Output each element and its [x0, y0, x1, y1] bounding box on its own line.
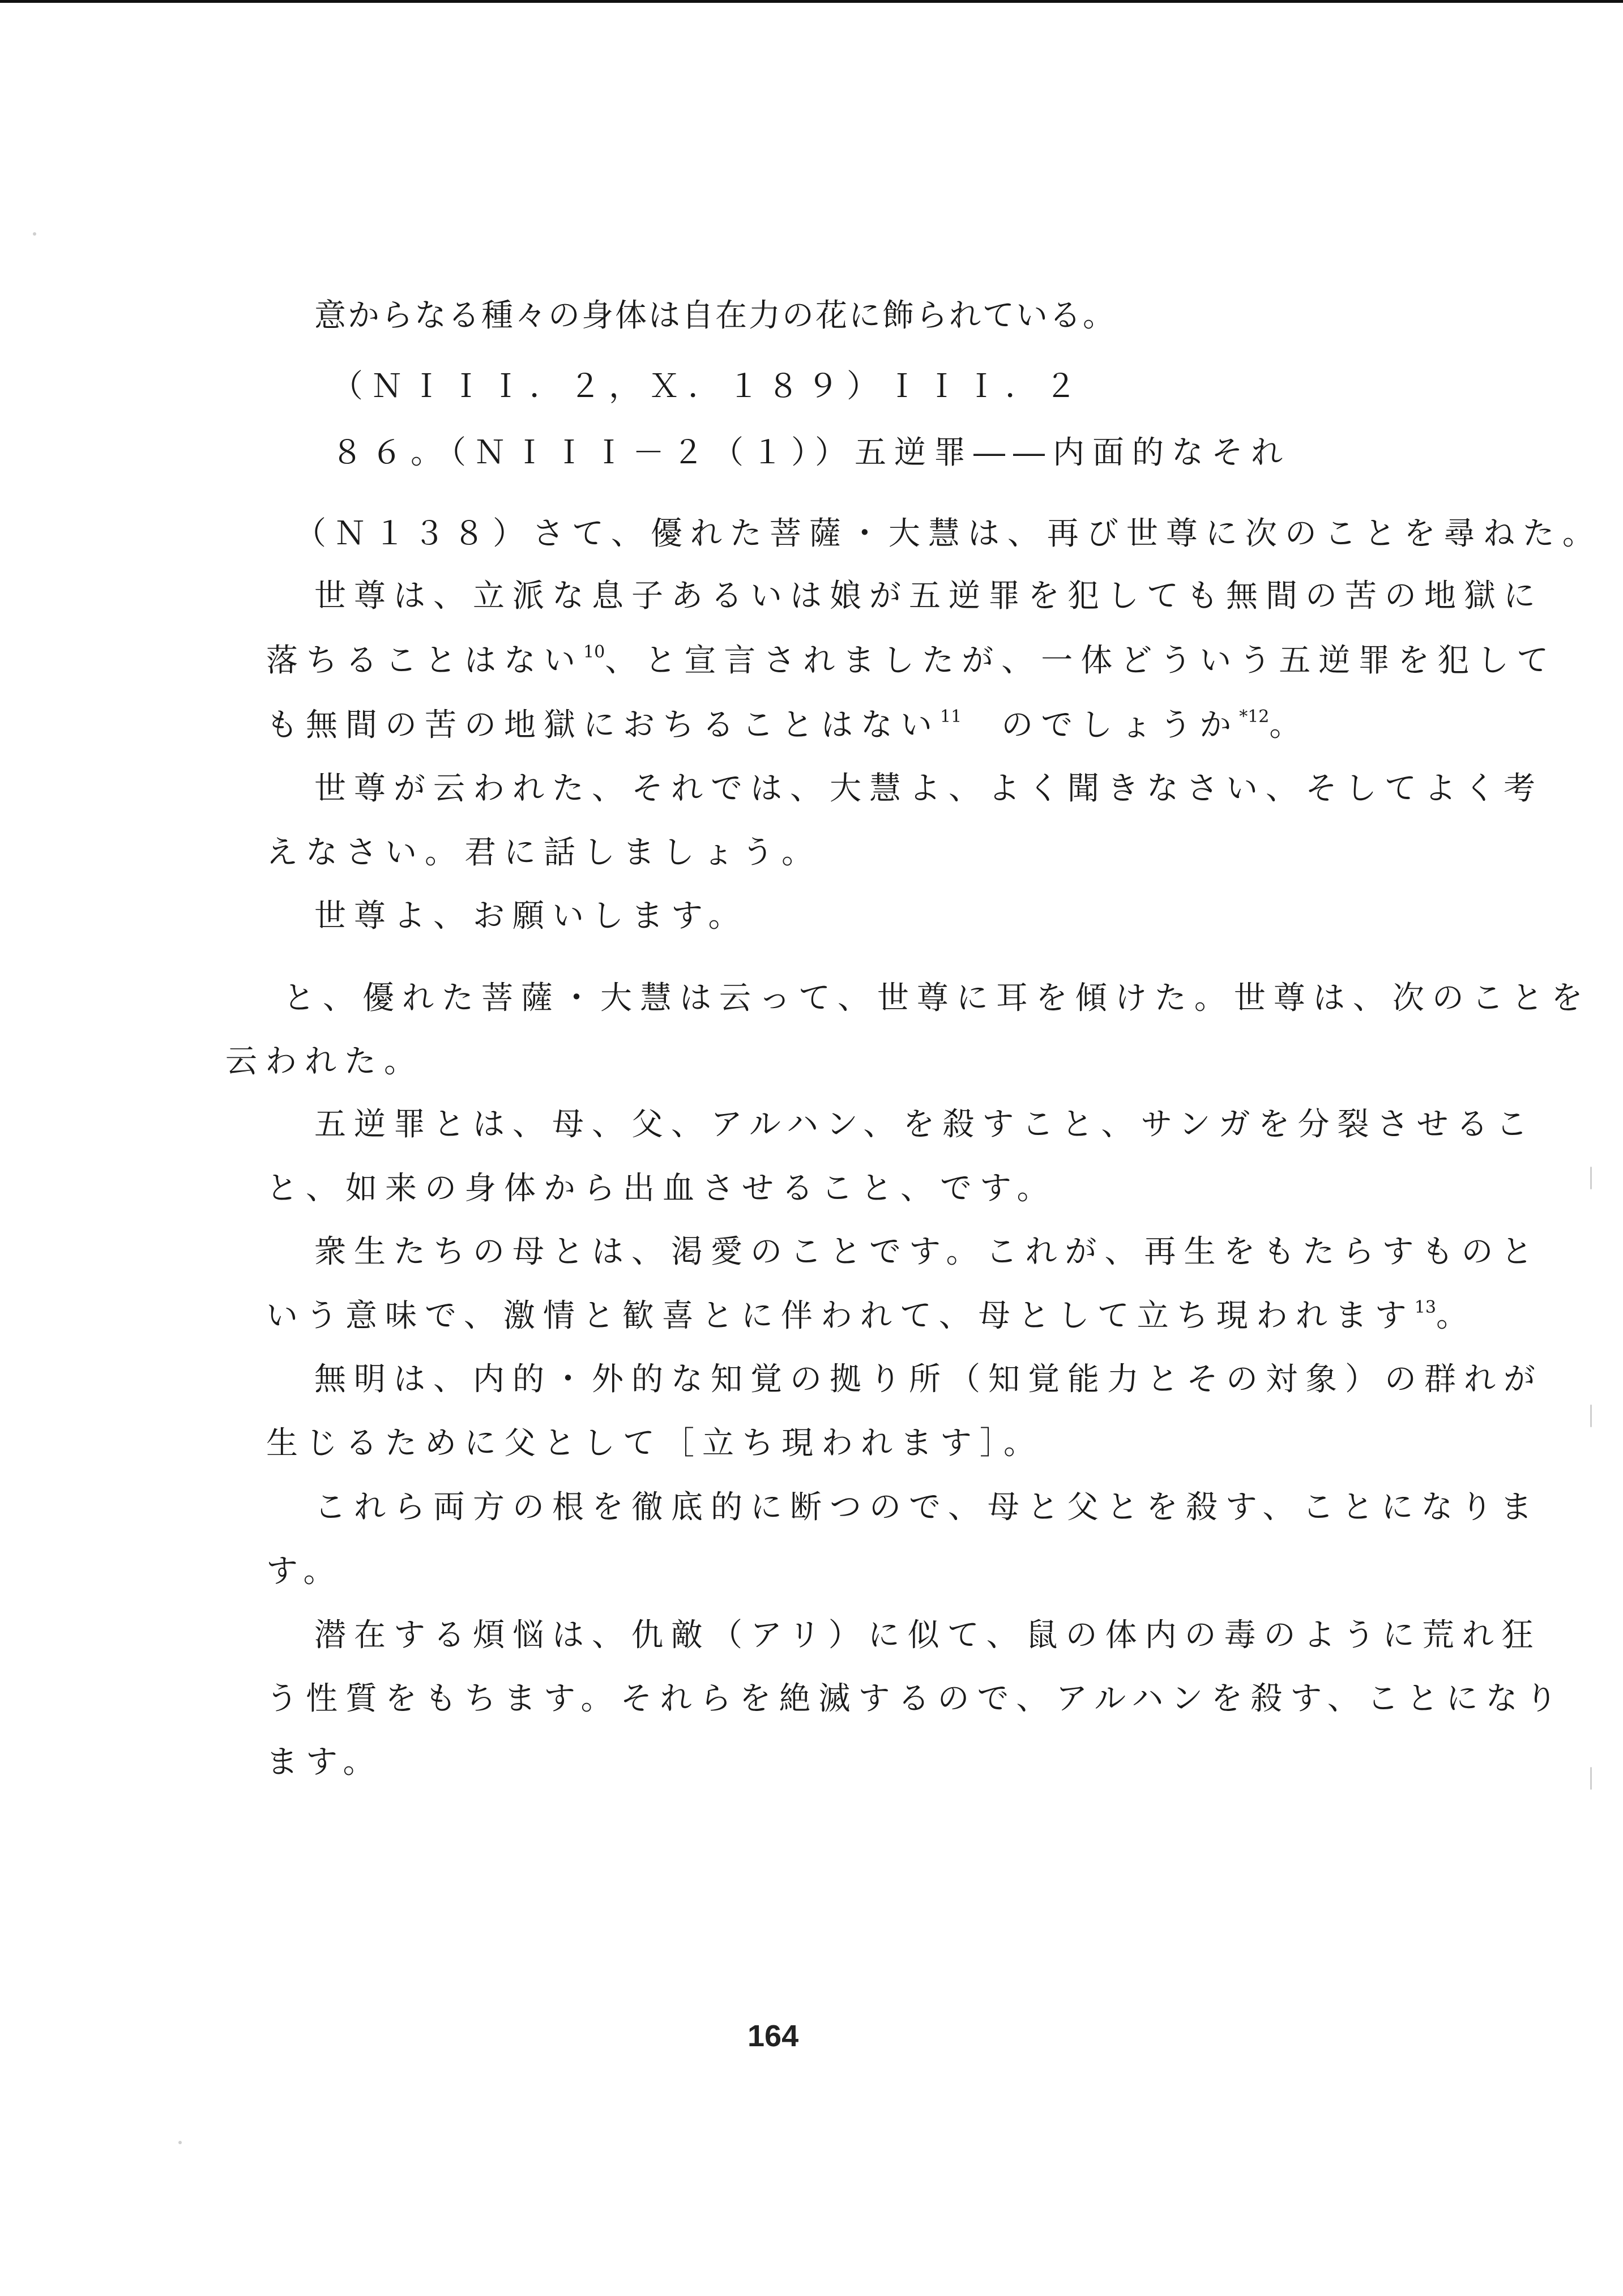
footnote-ref-11: 11 — [940, 707, 962, 727]
text-line-7-start: も無間の苦の地獄におちることはない — [266, 707, 940, 744]
text-line-6-end: 、と宣言されましたが、一体どういう五逆罪を犯して — [605, 642, 1557, 679]
text-line-15: 衆生たちの母とは、渇愛のことです。これが、再生をもたらすものと — [314, 1234, 1541, 1270]
text-line-1: 意からなる種々の身体は自在力の花に飾られている。 — [314, 297, 1116, 334]
citation-line: （ＮＩＩＩ．２，Ｘ．１８９）ＩＩＩ．２ — [331, 368, 1084, 405]
text-line-4: （Ｎ１３８）さて、優れた菩薩・大慧は、再び世尊に次のことを尋ねた。 — [294, 515, 1602, 552]
scan-speck — [178, 2141, 182, 2144]
text-line-9: えなさい。君に話しましょう。 — [266, 834, 821, 871]
scan-speck — [1590, 1767, 1592, 1790]
text-line-10: 世尊よ、お願いします。 — [314, 898, 748, 934]
footnote-ref-10: 10 — [583, 642, 605, 663]
top-edge-rule — [0, 0, 1623, 3]
scan-speck — [33, 232, 36, 236]
scan-speck — [1590, 1167, 1592, 1189]
text-line-23: ます。 — [266, 1744, 383, 1781]
text-line-7-end: 。 — [1269, 707, 1309, 744]
text-line-16 — [266, 1294, 1476, 1339]
page-number: 164 — [748, 2019, 799, 2053]
text-line-20: す。 — [266, 1553, 343, 1590]
text-line-11: と、優れた菩薩・大慧は云って、世尊に耳を傾けた。世尊は、次のことを — [283, 980, 1591, 1017]
text-line-21: 潜在する煩悩は、仇敵（アリ）に似て、鼠の体内の毒のように荒れ狂 — [314, 1617, 1541, 1654]
text-line-7 — [266, 703, 1309, 748]
text-line-17: 無明は、内的・外的な知覚の拠り所（知覚能力とその対象）の群れが — [314, 1361, 1543, 1398]
text-line-19: これら両方の根を徹底的に断つので、母と父とを殺す、ことになりま — [314, 1489, 1540, 1526]
footnote-ref-12: *12 — [1239, 707, 1270, 727]
text-line-16-end: 。 — [1436, 1298, 1476, 1334]
text-line-6 — [266, 638, 1556, 684]
text-line-22: う性質をもちます。それらを絶滅するので、アルハンを殺す、ことになり — [266, 1680, 1565, 1717]
text-line-13: 五逆罪とは、母、父、アルハン、を殺すこと、サンガを分裂させるこ — [314, 1106, 1536, 1143]
text-line-14: と、如来の身体から出血させること、です。 — [266, 1170, 1057, 1207]
text-line-12: 云われた。 — [225, 1043, 424, 1080]
text-line-18: 生じるために父として［立ち現われます］。 — [266, 1425, 1043, 1462]
text-line-5: 世尊は、立派な息子あるいは娘が五逆罪を犯しても無間の苦の地獄に — [314, 578, 1543, 614]
footnote-ref-13: 13 — [1414, 1298, 1436, 1318]
scan-speck — [1590, 1405, 1592, 1427]
text-line-6-start: 落ちることはない — [266, 642, 583, 679]
text-line-8: 世尊が云われた、それでは、大慧よ、よく聞きなさい、そしてよく考 — [314, 770, 1543, 807]
text-line-16-start: いう意味で、激情と歓喜とに伴われて、母として立ち現われます — [266, 1298, 1415, 1334]
text-line-7-mid: のでしょうか — [962, 707, 1240, 744]
section-heading: ８６。（ＮＩＩＩ－２（１））五逆罪――内面的なそれ — [331, 434, 1291, 471]
